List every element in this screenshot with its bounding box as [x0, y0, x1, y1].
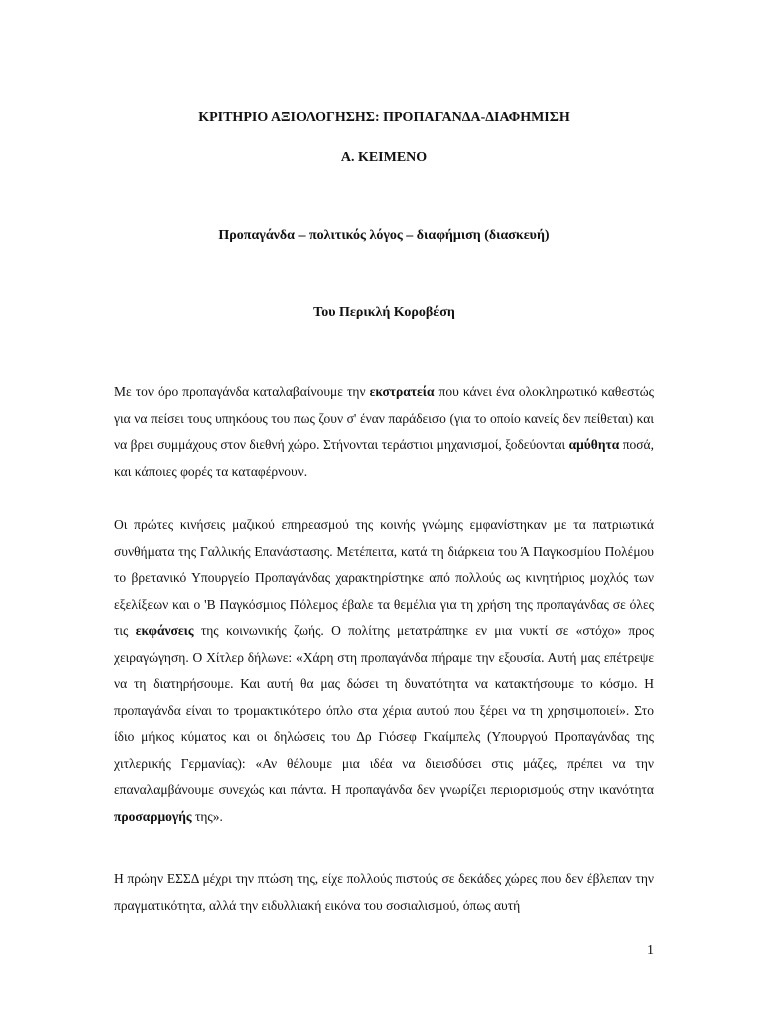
- paragraph-2-bold-ekfanseis: εκφάνσεις: [135, 623, 194, 638]
- paragraph-2-text-c: της κοινωνικής ζωής. Ο πολίτης μετατράπηκε εν μια νυκτί σε «στόχο» προς χειραγώγηση. Ο Χίτλερ δήλωνε: «Χάρη στη προπαγάνδα πήραμε την εξουσία. Αυτή μας επέτρεψε να τη διατηρήσουμε. Και αυτή θα μας δώσει τη δυνατότητα να κατακτήσουμε το κόσμο. Η προπαγάνδα είναι το τρομακτικότερο όπλο στα χέρια αυτού που ξέρει να τη χρησιμοποιεί». Στο ίδιο μήκος κύματος και οι δηλώσεις του Δρ Γιόσεφ Γκαίμπελς (Υπουργού Προπαγάνδας της χιτλερικής Γερμανίας): «Αν θέλουμε μια ιδέα να διεισδύσει στις μάζες, πρέπει να την επαναλαμβάνουμε συνεχώς και πάντα. Η προπαγάνδα δεν γνωρίζει περιορισμούς στην ικανότητα: [114, 623, 654, 797]
- paragraph-1-text-e: ποσά, και κάποιες φορές τα καταφέρνουν.: [114, 437, 654, 479]
- section-heading: Α. ΚΕΙΜΕΝΟ: [340, 150, 428, 165]
- paragraph-2: [114, 512, 654, 830]
- paragraph-2-bold-prosarmogis: προσαρμογής: [114, 808, 192, 824]
- paragraph-1: [114, 379, 654, 485]
- paragraph-2-text-e: της».: [191, 808, 223, 824]
- paragraph-3: [114, 866, 654, 919]
- page-number: 1: [647, 943, 654, 958]
- article-subtitle: Προπαγάνδα – πολιτικός λόγος – διαφήμιση (διασκευή): [218, 228, 550, 243]
- paragraph-3-text: Η πρώην ΕΣΣΔ μέχρι την πτώση της, είχε πολλούς πιστούς σε δεκάδες χώρες που δεν έβλεπαν την πραγματικότητα, αλλά την ειδυλλιακή εικόνα του σοσιαλισμού, όπως αυτή: [114, 871, 654, 913]
- paragraph-2-text-a: Οι πρώτες κινήσεις μαζικού επηρεασμού της κοινής γνώμης εμφανίστηκαν με τα πατριωτικά συνθήματα της Γαλλικής Επανάστασης. Μετέπειτα, κατά τη διάρκεια του Ά Παγκοσμίου Πολέμου το βρετανικό Υπουργείο Προπαγάνδας χαρακτηρίστηκε από πολλούς ως κινητήριος μοχλός των εξελίξεων και ο 'Β Παγκόσμιος Πόλεμος έβαλε τα θεμέλια για τη χρήση της προπαγάνδας σε όλες τις: [114, 517, 654, 638]
- paragraph-1-text-c: που κάνει ένα ολοκληρωτικό καθεστώς για να πείσει τους υπηκόους του πως ζουν σ' έναν παράδεισο (για το οποίο κανείς δεν πείθεται) και να βρει συμμάχους στον διεθνή χώρο. Στήνονται τεράστιοι μηχανισμοί, ξοδεύονται: [114, 384, 654, 452]
- article-author: Του Περικλή Κοροβέση: [313, 305, 455, 320]
- paragraph-1-bold-ekstrateia: εκστρατεία: [369, 384, 435, 399]
- paragraph-1-text-a: Με τον όρο προπαγάνδα καταλαβαίνουμε την: [114, 384, 370, 399]
- paragraph-1-bold-amythita: αμύθητα: [568, 437, 620, 452]
- document-title: ΚΡΙΤΗΡΙΟ ΑΞΙΟΛΟΓΗΣΗΣ: ΠΡΟΠΑΓΑΝΔΑ-ΔΙΑΦΗΜΙΣΗ: [198, 110, 570, 125]
